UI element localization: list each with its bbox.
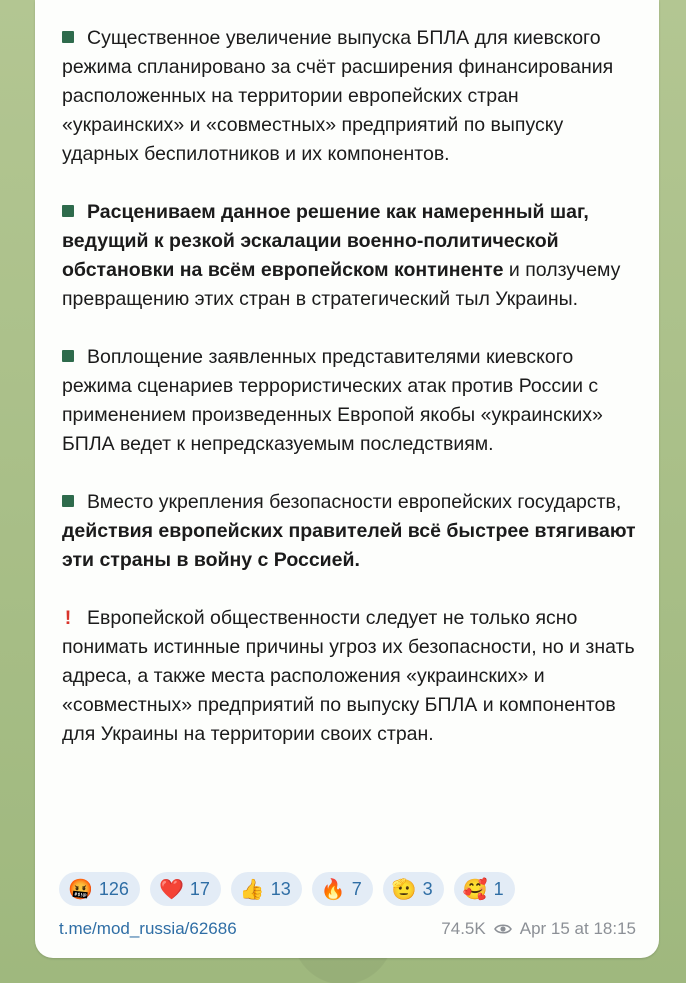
message-bubble [35, 0, 659, 958]
reaction-count: 13 [270, 878, 291, 899]
green-square-icon [62, 495, 74, 507]
message-paragraph [62, 198, 642, 314]
green-square-icon [62, 350, 74, 362]
reaction-count: 1 [493, 878, 504, 899]
message-paragraph [62, 343, 642, 459]
message-paragraph [62, 24, 642, 169]
exclamation-icon: ! [64, 607, 72, 629]
reaction-salute-button[interactable] [383, 872, 444, 906]
eye-icon [494, 923, 512, 935]
paragraph-text: Существенное увеличение выпуска БПЛА для киевского режима спланировано за счёт расширения финансирования расположенных на территории европейских стран «украинских» и «совместных» предприятий по выпуску ударных беспилотников и их компонентов. [62, 27, 614, 165]
reaction-thumbs-up-button[interactable] [231, 872, 302, 906]
reaction-count: 7 [351, 878, 362, 899]
paragraph-text: и ползучему превращению этих стран в стратегический тыл Украины. [62, 259, 621, 310]
reaction-count: 17 [189, 878, 210, 899]
heart-icon: ❤️ [158, 877, 184, 901]
view-count: 74.5K [441, 919, 486, 938]
reaction-count: 126 [98, 878, 129, 899]
reaction-heart-button[interactable] [150, 872, 221, 906]
paragraph-text: Вместо укрепления безопасности европейских государств, [87, 491, 622, 513]
message-paragraph [62, 604, 642, 749]
message-text [62, 24, 642, 749]
smiling-hearts-icon: 🥰 [462, 877, 488, 901]
reactions-bar [59, 872, 515, 906]
reaction-fire-button[interactable] [312, 872, 373, 906]
paragraph-text: Воплощение заявленных представителями киевского режима сценариев террористических атак против России с применением произведенных Европой якобы «украинских» БПЛА ведет к непредсказуемым последствиям. [62, 346, 603, 455]
paragraph-bold-text: действия европейских правителей всё быстрее втягивают эти страны в войну с Россией. [62, 520, 636, 571]
reaction-smiling-hearts-button[interactable] [454, 872, 515, 906]
message-paragraph [62, 488, 642, 575]
reaction-angry-button[interactable] [59, 872, 140, 906]
fire-icon: 🔥 [320, 877, 346, 901]
post-link[interactable]: t.me/mod_russia/62686 [59, 919, 237, 938]
paragraph-bold-text: Расцениваем данное решение как намеренный шаг, ведущий к резкой эскалации военно-политической обстановки на всём европейском континенте [62, 201, 589, 281]
message-meta [441, 919, 636, 939]
green-square-icon [62, 205, 74, 217]
reaction-count: 3 [422, 878, 433, 899]
message-timestamp: Apr 15 at 18:15 [519, 919, 636, 938]
angry-face-icon: 🤬 [68, 877, 93, 901]
message-footer [59, 916, 636, 942]
green-square-icon [62, 31, 74, 43]
salute-icon: 🫡 [391, 877, 417, 901]
thumbs-up-icon: 👍 [239, 877, 265, 901]
paragraph-text: Европейской общественности следует не только ясно понимать истинные причины угроз их безопасности, но и знать адреса, а также места расположения «украинских» и «совместных» предприятий по выпуску БПЛА и компонентов для Украины на территории своих стран. [62, 607, 635, 745]
